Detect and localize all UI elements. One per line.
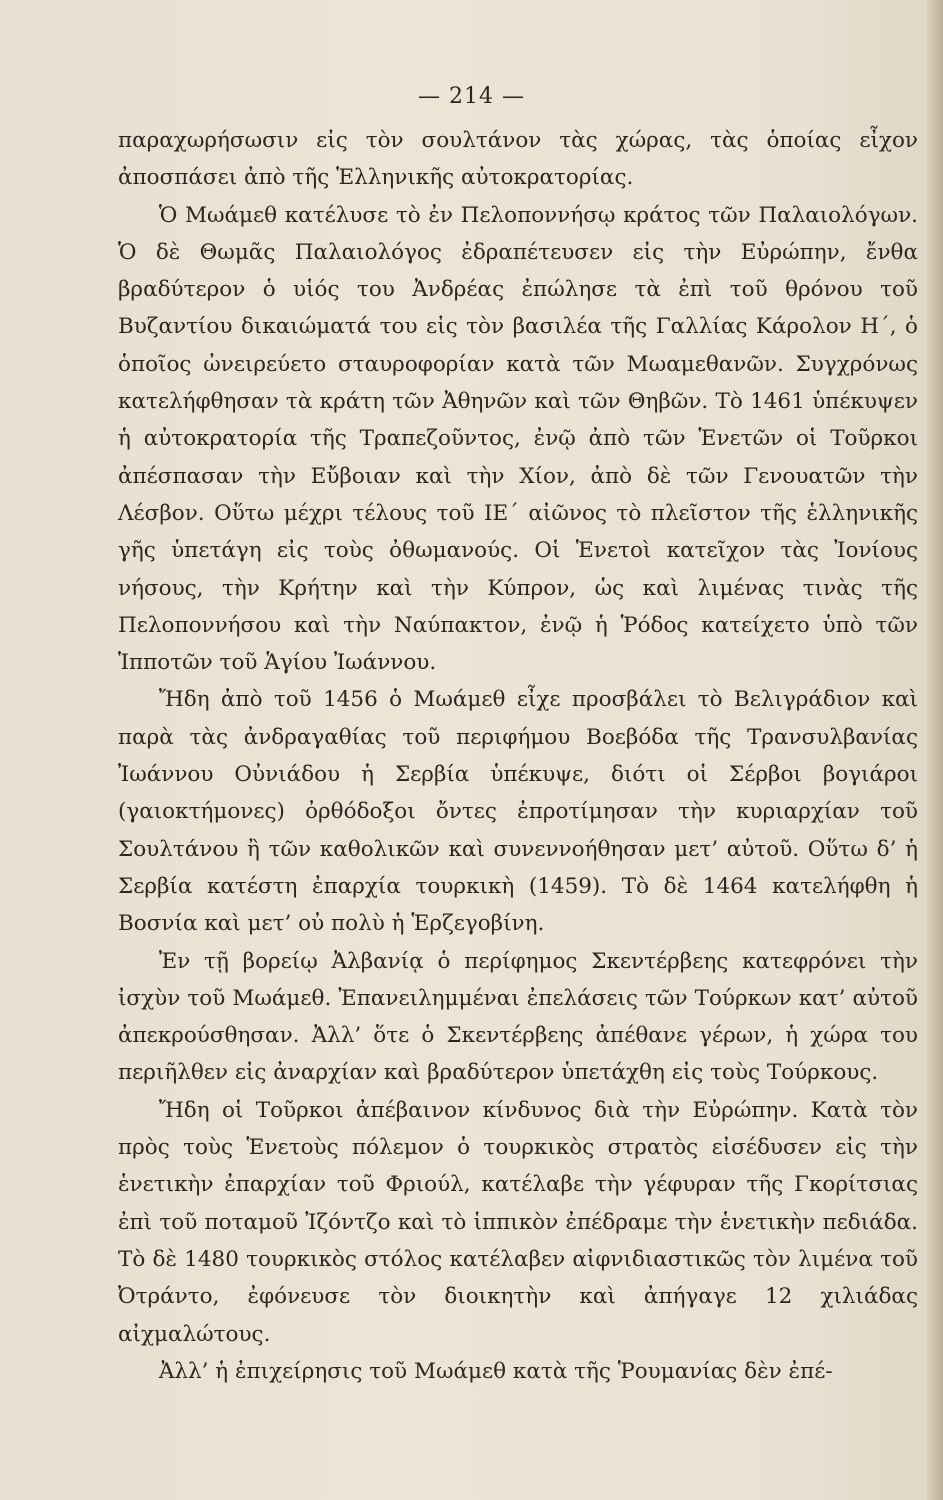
paragraph: Ἤδη οἱ Τοῦρκοι ἀπέβαινον κίνδυνος διὰ τὴν Εὐρώπην. Κατὰ τὸν πρὸς τοὺς Ἑνετοὺς πόλεμον ὁ τουρκικὸς στρατὸς εἰσέδυσεν εἰς τὴν ἑνετικὴν ἐπαρχίαν τοῦ Φριούλ, κατέλαβε τὴν γέφυραν τῆς Γκορίτσιας ἐπὶ τοῦ ποταμοῦ Ἰζόντζο καὶ τὸ ἱππικὸν ἐπέδραμε τὴν ἑνετικὴν πεδιάδα. Τὸ δὲ 1480 τουρκικὸς στόλος κατέλαβεν αἰφνιδιαστικῶς τὸν λιμένα τοῦ Ὀτράντο, ἐφόνευσε τὸν διοικητὴν καὶ ἀπήγαγε 12 χιλιάδας αἰχμαλώτους. [118,1097,918,1347]
page-number: — 214 — [418,84,525,109]
body-text [118,122,918,1390]
page-edge [927,0,943,1500]
paragraph: Ὁ Μωάμεθ κατέλυσε τὸ ἐν Πελοποννήσῳ κράτος τῶν Παλαιολόγων. Ὁ δὲ Θωμᾶς Παλαιολόγος ἐδραπέτευσεν εἰς τὴν Εὐρώπην, ἔνθα βραδύτερον ὁ υἱός του Ἀνδρέας ἐπώλησε τὰ ἐπὶ τοῦ θρόνου τοῦ Βυζαντίου δικαιώματά του εἰς τὸν βασιλέα τῆς Γαλλίας Κάρολον Η΄, ὁ ὁποῖος ὠνειρεύετο σταυροφορίαν κατὰ τῶν Μωαμεθανῶν. Συγχρόνως κατελήφθησαν τὰ κράτη τῶν Ἀθηνῶν καὶ τῶν Θηβῶν. Τὸ 1461 ὑπέκυψεν ἡ αὐτοκρατορία τῆς Τραπεζοῦντος, ἐνῷ ἀπὸ τῶν Ἑνετῶν οἱ Τοῦρκοι ἀπέσπασαν τὴν Εὔβοιαν καὶ τὴν Χίον, ἀπὸ δὲ τῶν Γενουατῶν τὴν Λέσβον. Οὕτω μέχρι τέλους τοῦ ΙΕ΄ αἰῶνος τὸ πλεῖστον τῆς ἑλληνικῆς γῆς ὑπετάγη εἰς τοὺς ὀθωμανούς. Οἱ Ἑνετοὶ κατεῖχον τὰς Ἰονίους νήσους, τὴν Κρήτην καὶ τὴν Κύπρον, ὡς καὶ λιμένας τινὰς τῆς Πελοποννήσου καὶ τὴν Ναύπακτον, ἐνῷ ἡ Ῥόδος κατείχετο ὑπὸ τῶν Ἱπποτῶν τοῦ Ἁγίου Ἰωάννου. [118,202,918,676]
paragraph: παραχωρήσωσιν εἰς τὸν σουλτάνον τὰς χώρας, τὰς ὁποίας εἶχον ἀποσπάσει ἀπὸ τῆς Ἑλληνικῆς αὐτοκρατορίας. [118,128,918,191]
paragraph: Ἤδη ἀπὸ τοῦ 1456 ὁ Μωάμεθ εἶχε προσβάλει τὸ Βελιγράδιον καὶ παρὰ τὰς ἀνδραγαθίας τοῦ περιφήμου Βοεβόδα τῆς Τρανσυλβανίας Ἰωάννου Οὐνιάδου ἡ Σερβία ὑπέκυψε, διότι οἱ Σέρβοι βογιάροι (γαιοκτήμονες) ὀρθόδοξοι ὄντες ἐπροτίμησαν τὴν κυριαρχίαν τοῦ Σουλτάνου ἢ τῶν καθολικῶν καὶ συνεννοήθησαν μετ’ αὐτοῦ. Οὕτω δ’ ἡ Σερβία κατέστη ἐπαρχία τουρκικὴ (1459). Τὸ δὲ 1464 κατελήφθη ἡ Βοσνία καὶ μετ’ οὐ πολὺ ἡ Ἑρζεγοβίνη. [118,687,918,937]
paragraph: Ἀλλ’ ἡ ἐπιχείρησις τοῦ Μωάμεθ κατὰ τῆς Ῥουμανίας δὲν ἐπέ- [158,1358,833,1384]
paragraph: Ἐν τῇ βορείῳ Ἀλβανίᾳ ὁ περίφημος Σκεντέρβεης κατεφρόνει τὴν ἰσχὺν τοῦ Μωάμεθ. Ἐπανειλημμέναι ἐπελάσεις τῶν Τούρκων κατ’ αὐτοῦ ἀπεκρούσθησαν. Ἀλλ’ ὅτε ὁ Σκεντέρβεης ἀπέθανε γέρων, ἡ χώρα του περιῆλθεν εἰς ἀναρχίαν καὶ βραδύτερον ὑπετάχθη εἰς τοὺς Τούρκους. [118,948,918,1086]
